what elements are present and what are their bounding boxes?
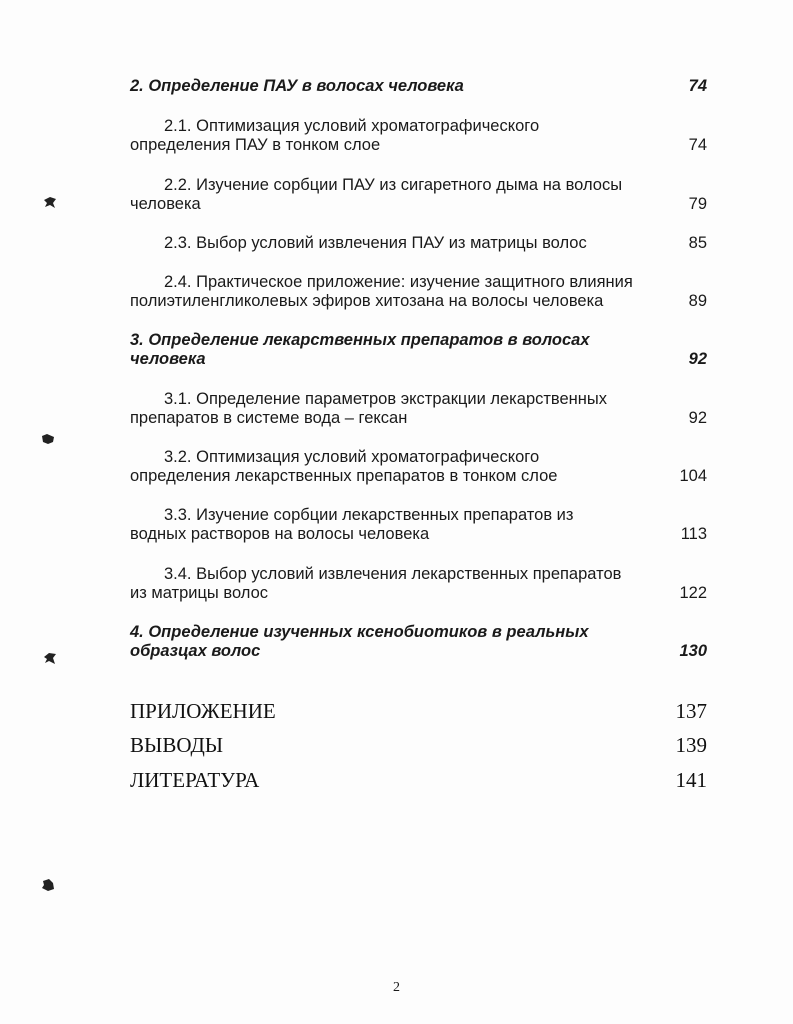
scan-mark: [40, 431, 56, 447]
page-number: 2: [393, 980, 400, 995]
toc-item-3-4-line2: из матрицы волос: [130, 584, 269, 602]
toc-item-3-3-page: 113: [680, 525, 707, 543]
toc-item-3-2-line1: 3.2. Оптимизация условий хроматографического: [164, 448, 540, 466]
toc-item-3-2-page: 104: [679, 467, 707, 485]
toc-section-4-line2: образцах волос: [130, 642, 261, 660]
toc-item-3-1-line2: препаратов в системе вода – гексан: [130, 409, 408, 427]
toc-item-3-1-line1: 3.1. Определение параметров экстракции лекарственных: [164, 390, 608, 408]
toc-section-4-line1: 4. Определение изученных ксенобиотиков в реальных: [130, 623, 589, 641]
toc-references-page: 141: [675, 768, 707, 792]
scan-mark: [40, 877, 56, 893]
toc-references-title: ЛИТЕРАТУРА: [130, 768, 260, 792]
toc-section-3-page: 92: [688, 350, 707, 368]
toc-item-3-3-line2: водных растворов на волосы человека: [130, 525, 430, 543]
toc-item-2-4-line1: 2.4. Практическое приложение: изучение защитного влияния: [164, 273, 633, 291]
toc-item-2-1-line2: определения ПАУ в тонком слое: [130, 136, 381, 154]
toc-item-2-1-line1: 2.1. Оптимизация условий хроматографического: [164, 117, 540, 135]
toc-item-2-4-line2: полиэтиленгликолевых эфиров хитозана на волосы человека: [130, 292, 604, 310]
toc-section-3-line2: человека: [130, 350, 206, 368]
toc-appendix-title: ПРИЛОЖЕНИЕ: [130, 699, 276, 723]
toc-item-2-2-line1: 2.2. Изучение сорбции ПАУ из сигаретного дыма на волосы: [164, 176, 623, 194]
toc-item-3-2-line2: определения лекарственных препаратов в тонком слое: [130, 467, 558, 485]
toc-item-3-3-line1: 3.3. Изучение сорбции лекарственных препаратов из: [164, 506, 574, 524]
toc-section-2-page: 74: [688, 77, 707, 95]
scan-mark: [42, 650, 58, 666]
toc-item-2-3-line1: 2.3. Выбор условий извлечения ПАУ из матрицы волос: [164, 234, 587, 252]
toc-item-3-1-page: 92: [688, 409, 707, 427]
toc-item-2-2-page: 79: [688, 195, 707, 213]
toc-conclusions-title: ВЫВОДЫ: [130, 733, 224, 757]
toc-section-3-line1: 3. Определение лекарственных препаратов в волосах: [130, 331, 590, 349]
toc-conclusions-page: 139: [675, 733, 707, 757]
toc-item-2-3-page: 85: [688, 234, 707, 252]
toc-item-2-2-line2: человека: [130, 195, 201, 213]
toc-item-3-4-line1: 3.4. Выбор условий извлечения лекарственных препаратов: [164, 565, 622, 583]
toc-section-4-page: 130: [679, 642, 707, 660]
toc-item-2-1-page: 74: [688, 136, 707, 154]
toc-appendix-page: 137: [675, 699, 707, 723]
toc-section-2-title: 2. Определение ПАУ в волосах человека: [130, 77, 464, 95]
toc-item-3-4-page: 122: [679, 584, 707, 602]
toc-item-2-4-page: 89: [688, 292, 707, 310]
scan-mark: [42, 194, 58, 210]
